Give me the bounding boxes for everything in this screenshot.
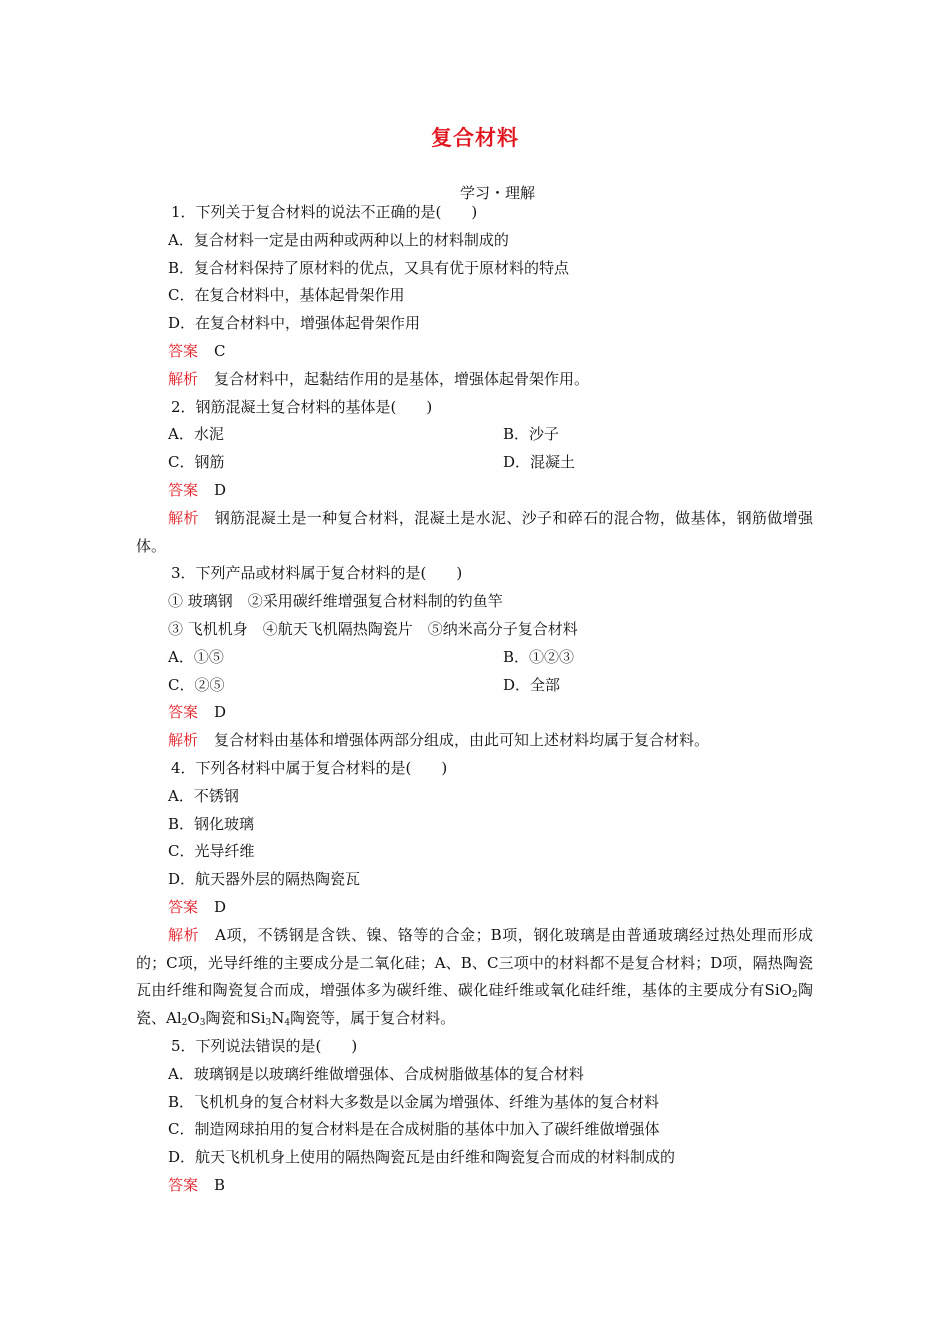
analysis-label: 解析 xyxy=(168,369,199,388)
analysis-label: 解析 xyxy=(168,508,199,527)
formula-al2o3: $Al_2O_3$ xyxy=(166,1009,206,1029)
question-4-stem: 4．下列各材料中属于复合材料的是( ) xyxy=(171,758,448,777)
answer-value: D xyxy=(214,480,227,499)
question-5-option-c: C．制造网球拍用的复合材料是在合成树脂的基体中加入了碳纤维做增强体 xyxy=(168,1120,660,1139)
answer-label: 答案 xyxy=(168,480,199,499)
answer-value: D xyxy=(214,703,227,722)
question-4-option-d: D．航天器外层的隔热陶瓷瓦 xyxy=(168,870,361,889)
analysis-text: 复合材料由基体和增强体两部分组成，由此可知上述材料均属于复合材料。 xyxy=(214,731,710,750)
question-3-options-row-2 xyxy=(168,672,813,700)
question-2-options-row-2 xyxy=(168,449,813,477)
question-2-option-c: C．钢筋 xyxy=(168,453,225,472)
question-3-analysis xyxy=(168,727,813,755)
question-2-analysis xyxy=(136,505,813,561)
question-4-analysis: 解析 A项，不锈钢是含铁、镍、铬等的合金；B项，钢化玻璃是由普通玻璃经过热处理而形成的；C项，光导纤维的主要成分是二氧化硅；A、B、C三项中的材料都不是复合材料；D项，隔热陶瓷瓦由纤维和陶瓷复合而成，增强体多为碳纤维、碳化硅纤维或氧化硅纤维，基体的主要成分有SiO$_2$陶瓷、$Al_2O_3$陶瓷和$Si_3N_4$陶瓷等，属于复合材料。 xyxy=(136,925,813,1029)
question-list xyxy=(136,199,813,1200)
answer-value: B xyxy=(214,1175,226,1194)
answer-label: 答案 xyxy=(168,341,199,360)
answer-value: C xyxy=(214,341,226,360)
question-2-option-a: A．水泥 xyxy=(168,425,224,444)
question-1-answer xyxy=(168,338,813,366)
question-3-option-c: C．②⑤ xyxy=(168,675,225,694)
analysis-label: 解析 xyxy=(168,731,199,750)
question-4-answer xyxy=(168,894,813,922)
question-2-stem: 2．钢筋混凝土复合材料的基体是( ) xyxy=(171,397,433,416)
question-1-analysis xyxy=(168,366,813,394)
question-3-option-a: A．①⑤ xyxy=(168,647,224,666)
question-5-option-d: D．航天飞机机身上使用的隔热陶瓷瓦是由纤维和陶瓷复合而成的材料制成的 xyxy=(168,1148,676,1167)
question-4-option-c: C．光导纤维 xyxy=(168,842,255,861)
question-2-option-d: D．混凝土 xyxy=(503,453,576,472)
question-4-option-a: A．不锈钢 xyxy=(168,786,239,805)
question-2-option-b: B．沙子 xyxy=(503,425,560,444)
formula-sio2: SiO$_2$ xyxy=(764,981,798,1001)
question-3-option-b: B．①②③ xyxy=(503,647,575,666)
question-1-option-c: C．在复合材料中，基体起骨架作用 xyxy=(168,286,405,305)
question-3-items-2: ③ 飞机机身 ④航天飞机隔热陶瓷片 ⑤纳米高分子复合材料 xyxy=(168,619,578,638)
question-1-stem: 1．下列关于复合材料的说法不正确的是( ) xyxy=(171,203,478,221)
question-3-items-1: ① 玻璃钢 ②采用碳纤维增强复合材料制的钓鱼竿 xyxy=(168,592,503,611)
question-1-option-a: A．复合材料一定是由两种或两种以上的材料制成的 xyxy=(168,230,509,249)
section-heading: 学习・理解 xyxy=(459,184,535,202)
question-3-answer xyxy=(168,699,813,727)
analysis-text: 复合材料中，起黏结作用的是基体，增强体起骨架作用。 xyxy=(214,369,590,388)
question-3-options-row-1 xyxy=(168,644,813,672)
question-5-option-b: B．飞机机身的复合材料大多数是以金属为增强体、纤维为基体的复合材料 xyxy=(168,1092,660,1111)
question-3-stem: 3．下列产品或材料属于复合材料的是( ) xyxy=(171,564,463,583)
question-5-option-a: A．玻璃钢是以玻璃纤维做增强体、合成树脂做基体的复合材料 xyxy=(168,1064,584,1083)
answer-label: 答案 xyxy=(168,897,199,916)
page-title: 复合材料 xyxy=(431,126,519,150)
answer-value: D xyxy=(214,897,227,916)
question-2-answer xyxy=(168,477,813,505)
answer-label: 答案 xyxy=(168,703,199,722)
question-1-option-b: B．复合材料保持了原材料的优点，又具有优于原材料的特点 xyxy=(168,258,570,277)
question-3-option-d: D．全部 xyxy=(503,675,561,694)
analysis-text: 钢筋混凝土是一种复合材料，混凝土是水泥、沙子和碎石的混合物，做基体，钢筋做增强体。 xyxy=(136,508,813,555)
question-4-option-b: B．钢化玻璃 xyxy=(168,814,255,833)
formula-si3n4: $Si_3N_4$ xyxy=(250,1009,291,1029)
question-5-stem: 5．下列说法错误的是( ) xyxy=(171,1036,358,1055)
question-2-options-row-1 xyxy=(168,421,813,449)
answer-label: 答案 xyxy=(168,1175,199,1194)
analysis-label: 解析 xyxy=(168,925,200,944)
question-5-answer xyxy=(168,1172,813,1200)
question-1-option-d: D．在复合材料中，增强体起骨架作用 xyxy=(168,314,421,333)
analysis-text: A项，不锈钢是含铁、镍、铬等的合金；B项，钢化玻璃是由普通玻璃经过热处理而形成的；C项，光导纤维的主要成分是二氧化硅；A、B、C三项中的材料都不是复合材料；D项，隔热陶瓷瓦由纤维和陶瓷复合而成，增强体多为碳纤维、碳化硅纤维或氧化硅纤维，基体的主要成分有 xyxy=(136,925,813,1000)
